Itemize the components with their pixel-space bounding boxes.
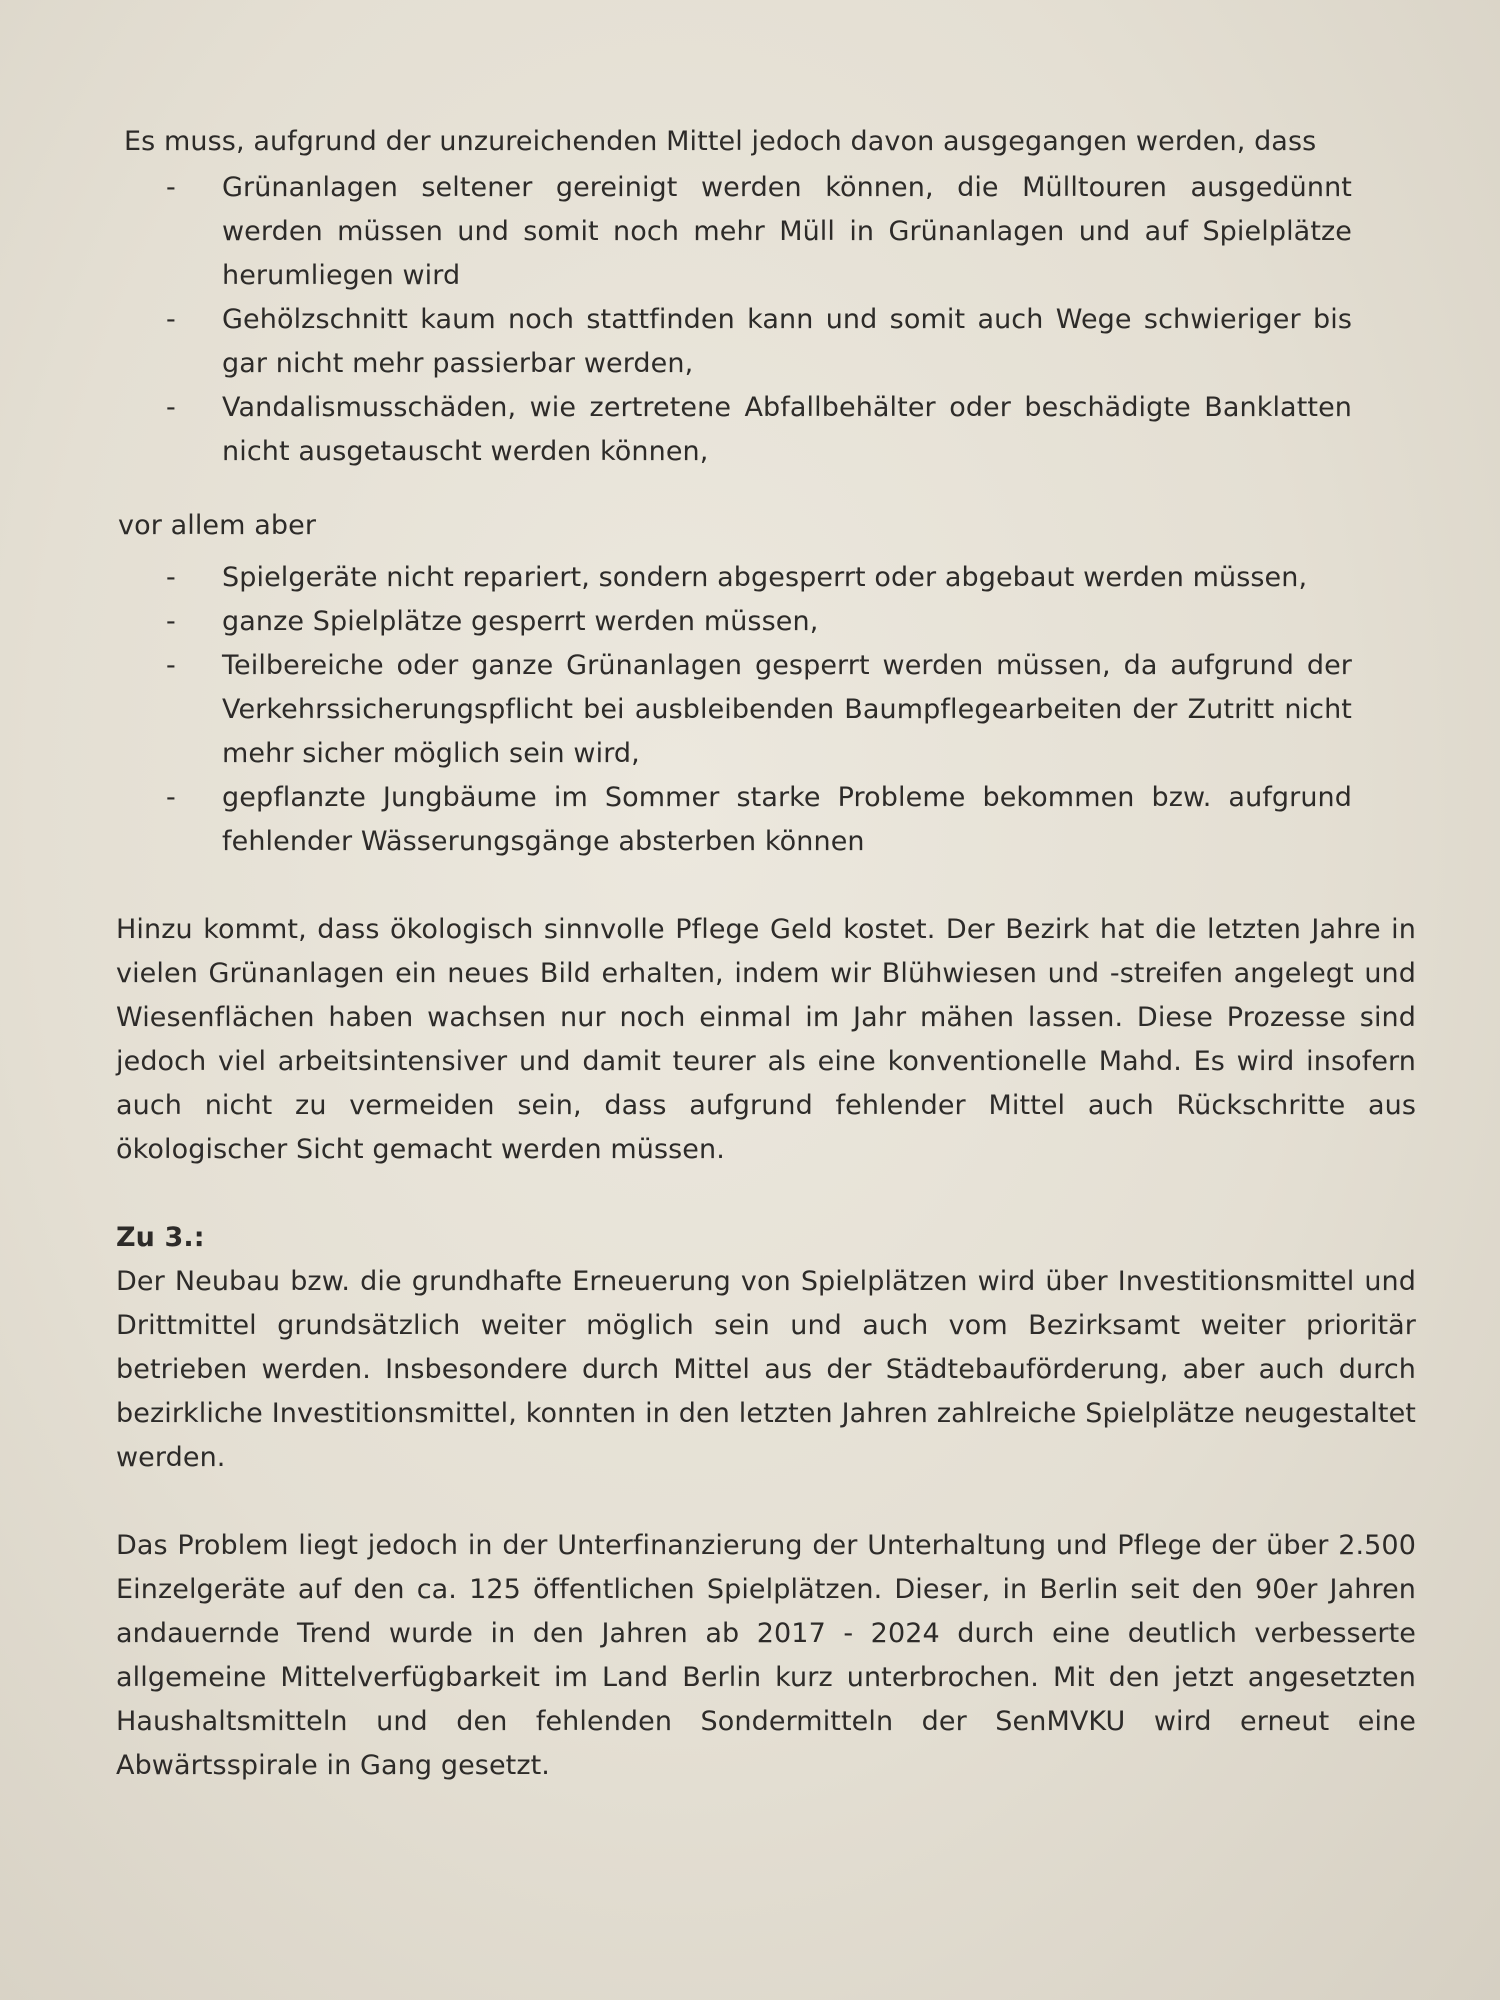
section-heading: Zu 3.: [116,1222,205,1253]
list-item [166,776,1352,864]
paragraph-ecology: Hinzu kommt, dass ökologisch sinnvolle Pflege Geld kostet. Der Bezirk hat die letzten Jahre in vielen Grünanlagen ein neues Bild erhalten, indem wir Blühwiesen und -streifen angelegt und Wiesenflächen haben wachsen nur noch einmal im Jahr mähen lassen. Diese Prozesse sind jedoch viel arbeitsintensiver und damit teurer als eine konventionelle Mahd. Es wird insofern auch nicht zu vermeiden sein, dass aufgrund fehlender Mittel auch Rückschritte aus ökologischer Sicht gemacht werden müssen. [116,914,1416,1165]
list-item [166,644,1352,776]
dash-bullet: - [166,172,176,203]
paragraph-underfunding: Das Problem liegt jedoch in der Unterfinanzierung der Unterhaltung und Pflege der über 2.500 Einzelgeräte auf den ca. 125 öffentlichen Spielplätzen. Dieser, in Berlin seit den 90er Jahren andauernde Trend wurde in den Jahren ab 2017 - 2024 durch eine deutlich verbesserte allgemeine Mittelverfügbarkeit im Land Berlin kurz unterbrochen. Mit den jetzt angesetzten Haushaltsmitteln und den fehlenden Sondermitteln der SenMVKU wird erneut eine Abwärtsspirale in Gang gesetzt. [116,1530,1416,1781]
list-item-text: Spielgeräte nicht repariert, sondern abgesperrt oder abgebaut werden müssen, [222,562,1308,593]
dash-bullet: - [166,650,176,681]
priority-list [112,556,1412,864]
dash-bullet: - [166,304,176,335]
dash-bullet: - [166,392,176,423]
list-item-text: Teilbereiche oder ganze Grünanlagen gesperrt werden müssen, da aufgrund der Verkehrssicherungspflicht bei ausbleibenden Baumpflegearbeiten der Zutritt nicht mehr sicher möglich sein wird, [222,650,1352,769]
document-body [112,120,1416,1788]
dash-bullet: - [166,562,176,593]
list-item [166,386,1352,474]
dash-bullet: - [166,606,176,637]
list-item [166,166,1352,298]
list-item-text: Vandalismusschäden, wie zertretene Abfallbehälter oder beschädigte Banklatten nicht ausgetauscht werden können, [222,392,1352,467]
list-item-text: Gehölzschnitt kaum noch stattfinden kann und somit auch Wege schwieriger bis gar nicht mehr passierbar werden, [222,304,1352,379]
list-item [166,298,1352,386]
list-item-text: ganze Spielplätze gesperrt werden müssen, [222,606,819,637]
list-item-text: Grünanlagen seltener gereinigt werden können, die Mülltouren ausgedünnt werden müssen und somit noch mehr Müll in Grünanlagen und auf Spielplätze herumliegen wird [222,172,1352,291]
list-item [166,556,1352,600]
intro-sentence: Es muss, aufgrund der unzureichenden Mittel jedoch davon ausgegangen werden, dass [124,126,1317,157]
paragraph-new-construction: Der Neubau bzw. die grundhafte Erneuerung von Spielplätzen wird über Investitionsmittel und Drittmittel grundsätzlich weiter möglich sein und auch vom Bezirksamt weiter prioritär betrieben werden. Insbesondere durch Mittel aus der Städtebauförderung, aber auch durch bezirkliche Investitionsmittel, konnten in den letzten Jahren zahlreiche Spielplätze neugestaltet werden. [116,1266,1416,1473]
dash-bullet: - [166,782,176,813]
lead-in-text: vor allem aber [118,510,317,541]
consequence-list [112,166,1412,474]
list-item-text: gepflanzte Jungbäume im Sommer starke Probleme bekommen bzw. aufgrund fehlender Wässerungsgänge absterben können [222,782,1352,857]
list-item [166,600,1352,644]
